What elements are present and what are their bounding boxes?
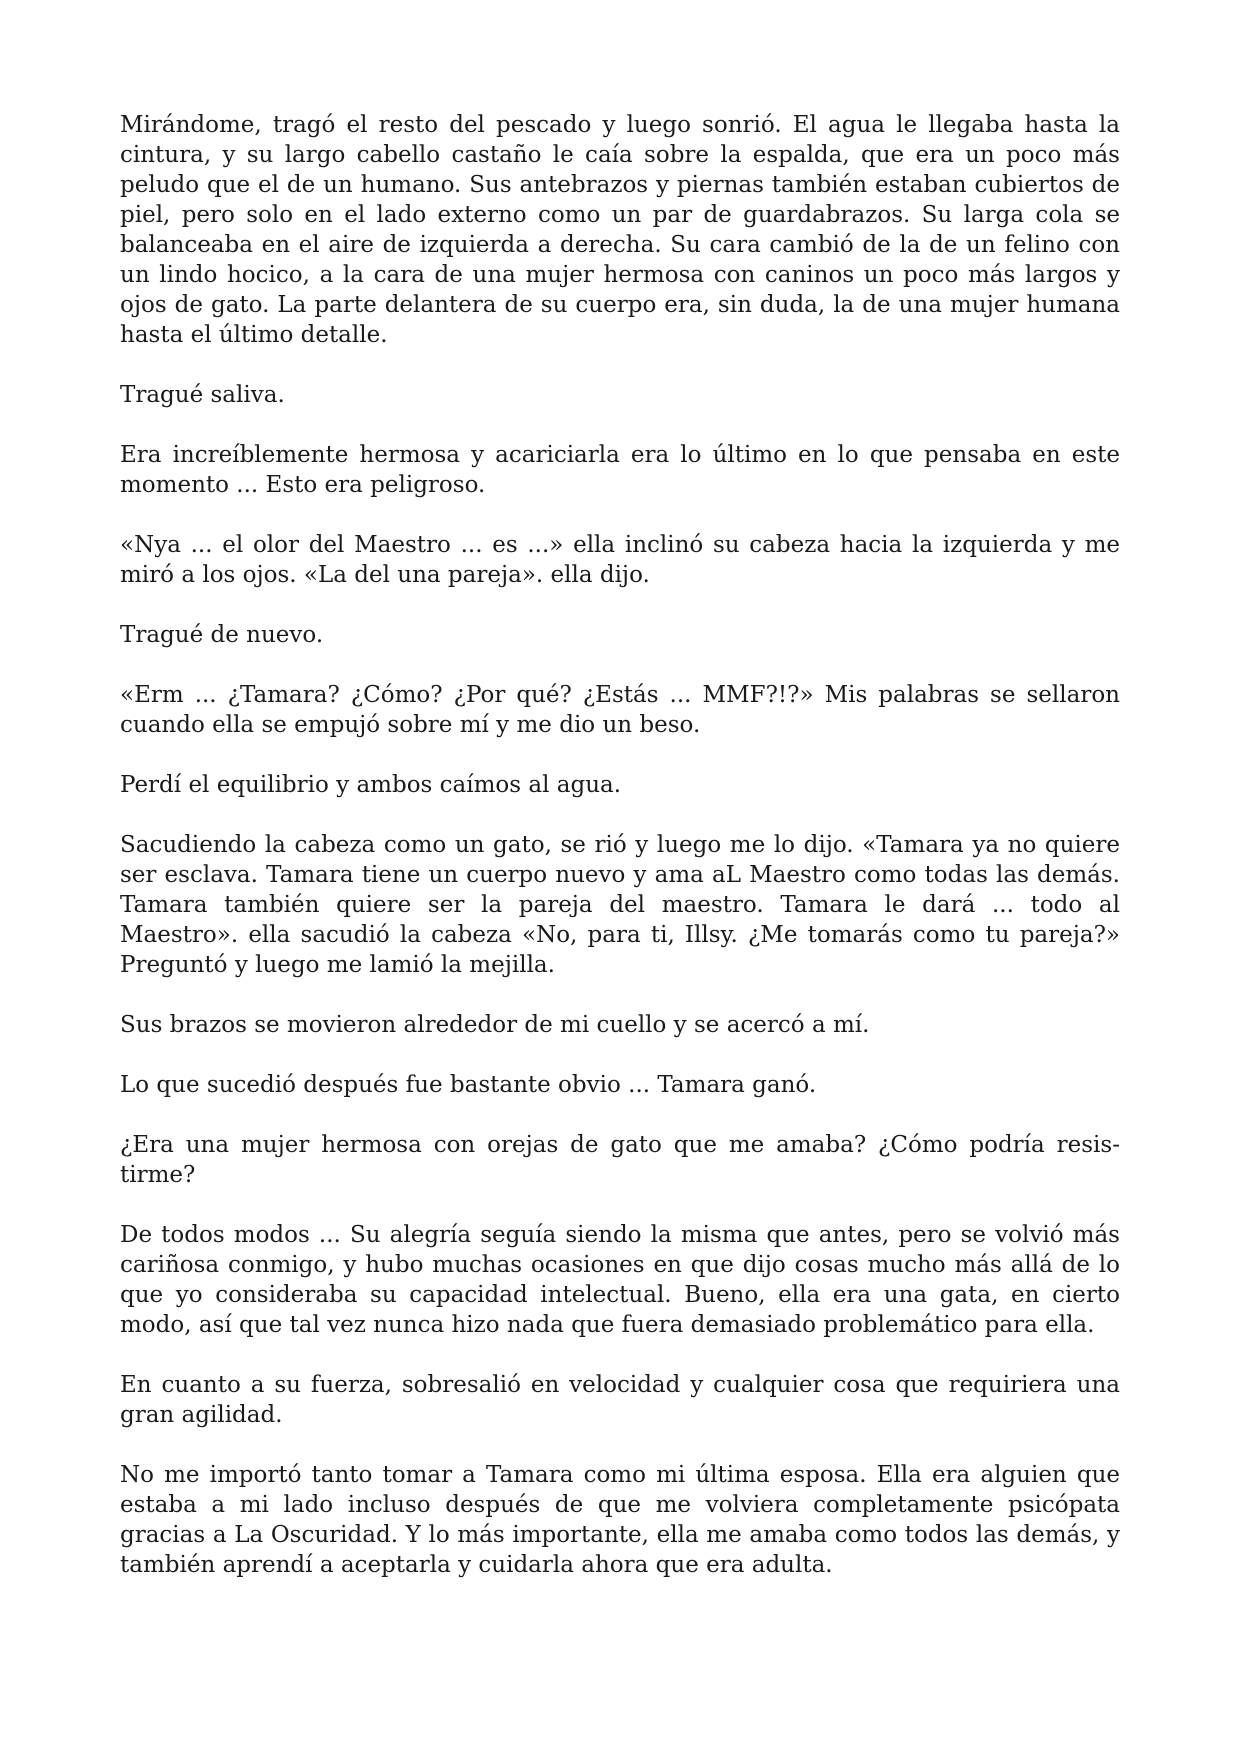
paragraph: ¿Era una mujer hermosa con orejas de gato que me amaba? ¿Cómo podría resistirme? (120, 1132, 1120, 1188)
paragraph: Era increíblemente hermosa y acariciarla era lo último en lo que pensaba en este momento ... Esto era peligroso. (120, 442, 1120, 498)
paragraph: Tragué saliva. (120, 382, 285, 408)
paragraph: «Nya ... el olor del Maestro ... es ...» ella inclinó su cabeza hacia la izquierda y me miró a los ojos. «La del una pareja». ella dijo. (120, 532, 1120, 588)
paragraph: No me importó tanto tomar a Tamara como mi última esposa. Ella era alguien que estaba a mi lado incluso después de que me volviera completamente psicópata gracias a La Oscuridad. Y lo más importante, ella me amaba como todos las demás, y también aprendí a aceptarla y cuidarla ahora que era adulta. (120, 1462, 1120, 1578)
paragraph: «Erm ... ¿Tamara? ¿Cómo? ¿Por qué? ¿Estás ... MMF?!?» Mis palabras se sellaron cuando ella se empujó sobre mí y me dio un beso. (120, 682, 1120, 738)
paragraph: Lo que sucedió después fue bastante obvio ... Tamara ganó. (120, 1072, 817, 1098)
paragraph: Sacudiendo la cabeza como un gato, se rió y luego me lo dijo. «Tamara ya no quiere ser esclava. Tamara tiene un cuerpo nuevo y ama aL Maestro como todas las demás. Tamara también quiere ser la pareja del maestro. Tamara le dará ... todo al Maestro». ella sacudió la cabeza «No, para ti, Illsy. ¿Me tomarás como tu pareja?» Preguntó y luego me lamió la mejilla. (120, 832, 1120, 978)
paragraph: Sus brazos se movieron alrededor de mi cuello y se acercó a mí. (120, 1012, 870, 1038)
paragraph: De todos modos ... Su alegría seguía siendo la misma que antes, pero se volvió más cariñosa conmigo, y hubo muchas ocasiones en que dijo cosas mucho más allá de lo que yo consideraba su capacidad intelectual. Bueno, ella era una gata, en cierto modo, así que tal vez nunca hizo nada que fuera demasiado problemático para ella. (120, 1222, 1120, 1338)
paragraph: Perdí el equilibrio y ambos caímos al agua. (120, 772, 622, 798)
paragraph: Mirándome, tragó el resto del pescado y luego sonrió. El agua le llegaba hasta la cintura, y su largo cabello castaño le caía sobre la espalda, que era un poco más peludo que el de un humano. Sus antebrazos y piernas también estaban cubiertos de piel, pero solo en el lado externo como un par de guardabrazos. Su larga cola se balanceaba en el aire de izquierda a derecha. Su cara cambió de la de un felino con un lindo hocico, a la cara de una mujer hermosa con caninos un poco más largos y ojos de gato. La parte delantera de su cuerpo era, sin duda, la de una mujer humana hasta el último detalle. (120, 112, 1120, 348)
body-text (120, 110, 1120, 1580)
paragraph: Tragué de nuevo. (120, 622, 324, 648)
paragraph: En cuanto a su fuerza, sobresalió en velocidad y cualquier cosa que requiriera una gran agilidad. (120, 1372, 1120, 1428)
